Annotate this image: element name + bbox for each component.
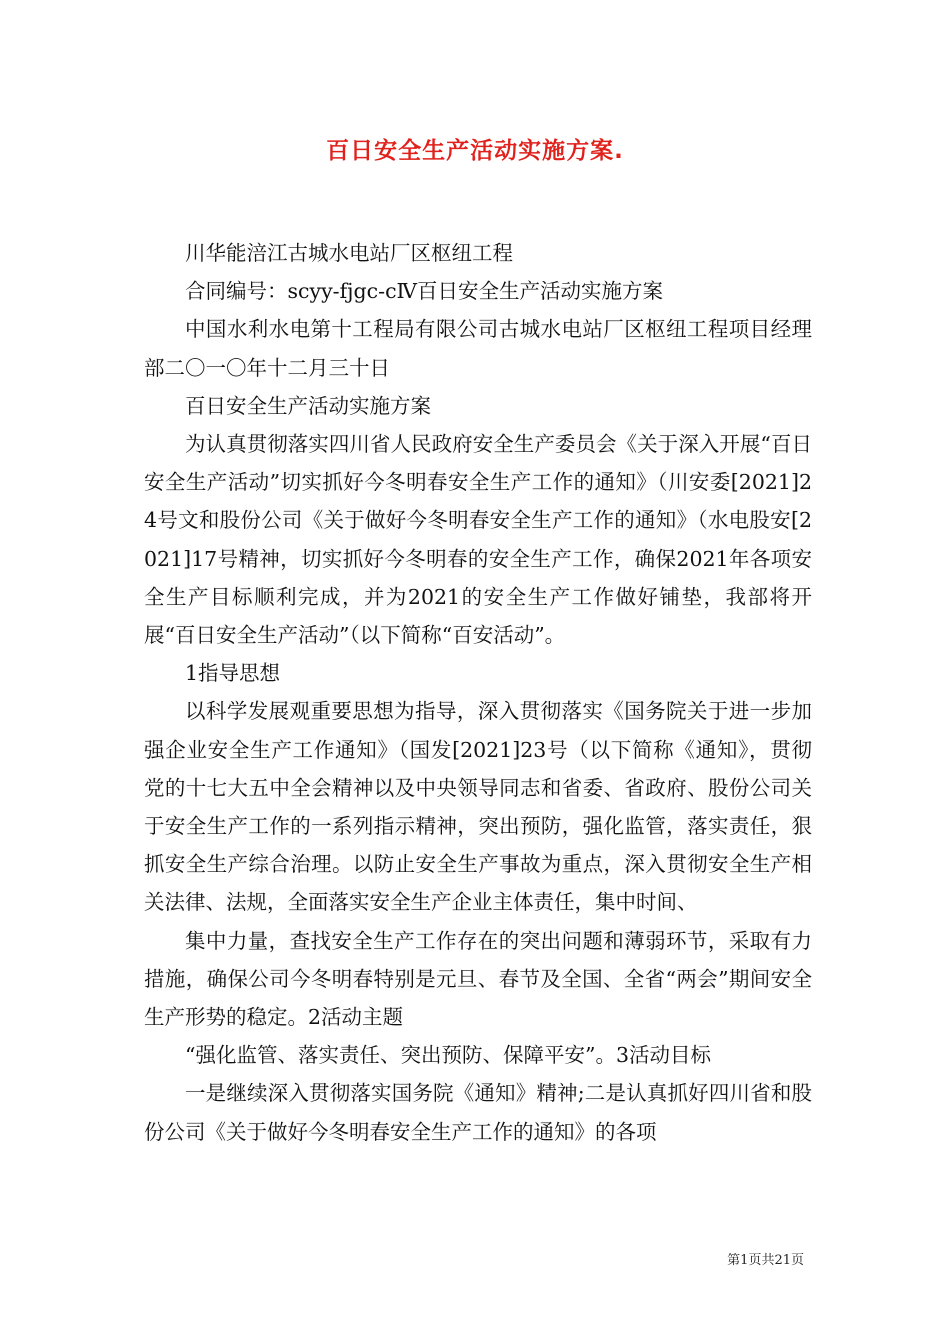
section-heading-guiding-ideology: 1指导思想: [185, 661, 281, 686]
paragraph-focus-and-theme: 集中力量，查找安全生产工作存在的突出问题和薄弱环节，采取有力措施，确保公司今冬明春特别是元旦、春节及全国、全省“两会”期间安全生产形势的稳定。2活动主题: [144, 928, 812, 1030]
paragraph-activity-goals: 一是继续深入贯彻落实国务院《通知》精神;二是认真抓好四川省和股份公司《关于做好今冬明春安全生产工作的通知》的各项: [144, 1081, 812, 1144]
paragraph-activity-theme: “强化监管、落实责任、突出预防、保障平安”。3活动目标: [185, 1043, 712, 1068]
document-title: 百日安全生产活动实施方案.: [326, 138, 624, 164]
paragraph-introduction: 为认真贯彻落实四川省人民政府安全生产委员会《关于深入开展“百日安全生产活动”切实抓好今冬明春安全生产工作的通知》（川安委[2021]24号文和股份公司《关于做好今冬明春安全生产工作的通知》（水电股安[2021]17号精神，切实抓好今冬明春的安全生产工作，确保2021年各项安全生产目标顺利完成，并为2021的安全生产工作做好铺垫，我部将开展“百日安全生产活动”（以下简称“百安活动”。: [144, 432, 812, 648]
document-body: [144, 234, 812, 1151]
paragraph-guiding-ideology: 以科学发展观重要思想为指导，深入贯彻落实《国务院关于进一步加强企业安全生产工作通知》（国发[2021]23号（以下简称《通知》，贯彻党的十七大五中全会精神以及中央领导同志和省委、省政府、股份公司关于安全生产工作的一系列指示精神，突出预防，强化监管，落实责任，狠抓安全生产综合治理。以防止安全生产事故为重点，深入贯彻安全生产相关法律、法规，全面落实安全生产企业主体责任，集中时间、: [144, 699, 812, 915]
paragraph-contract-number: 合同编号：scyy-fjgc-cⅣ百日安全生产活动实施方案: [185, 279, 664, 304]
paragraph-project-name: 川华能涪江古城水电站厂区枢纽工程: [185, 241, 513, 265]
paragraph-issuer-date: 中国水利水电第十工程局有限公司古城水电站厂区枢纽工程项目经理部二〇一〇年十二月三十日: [144, 317, 812, 380]
page-number-footer: 第1页共21页: [727, 1253, 804, 1268]
paragraph-plan-heading: 百日安全生产活动实施方案: [185, 393, 431, 418]
